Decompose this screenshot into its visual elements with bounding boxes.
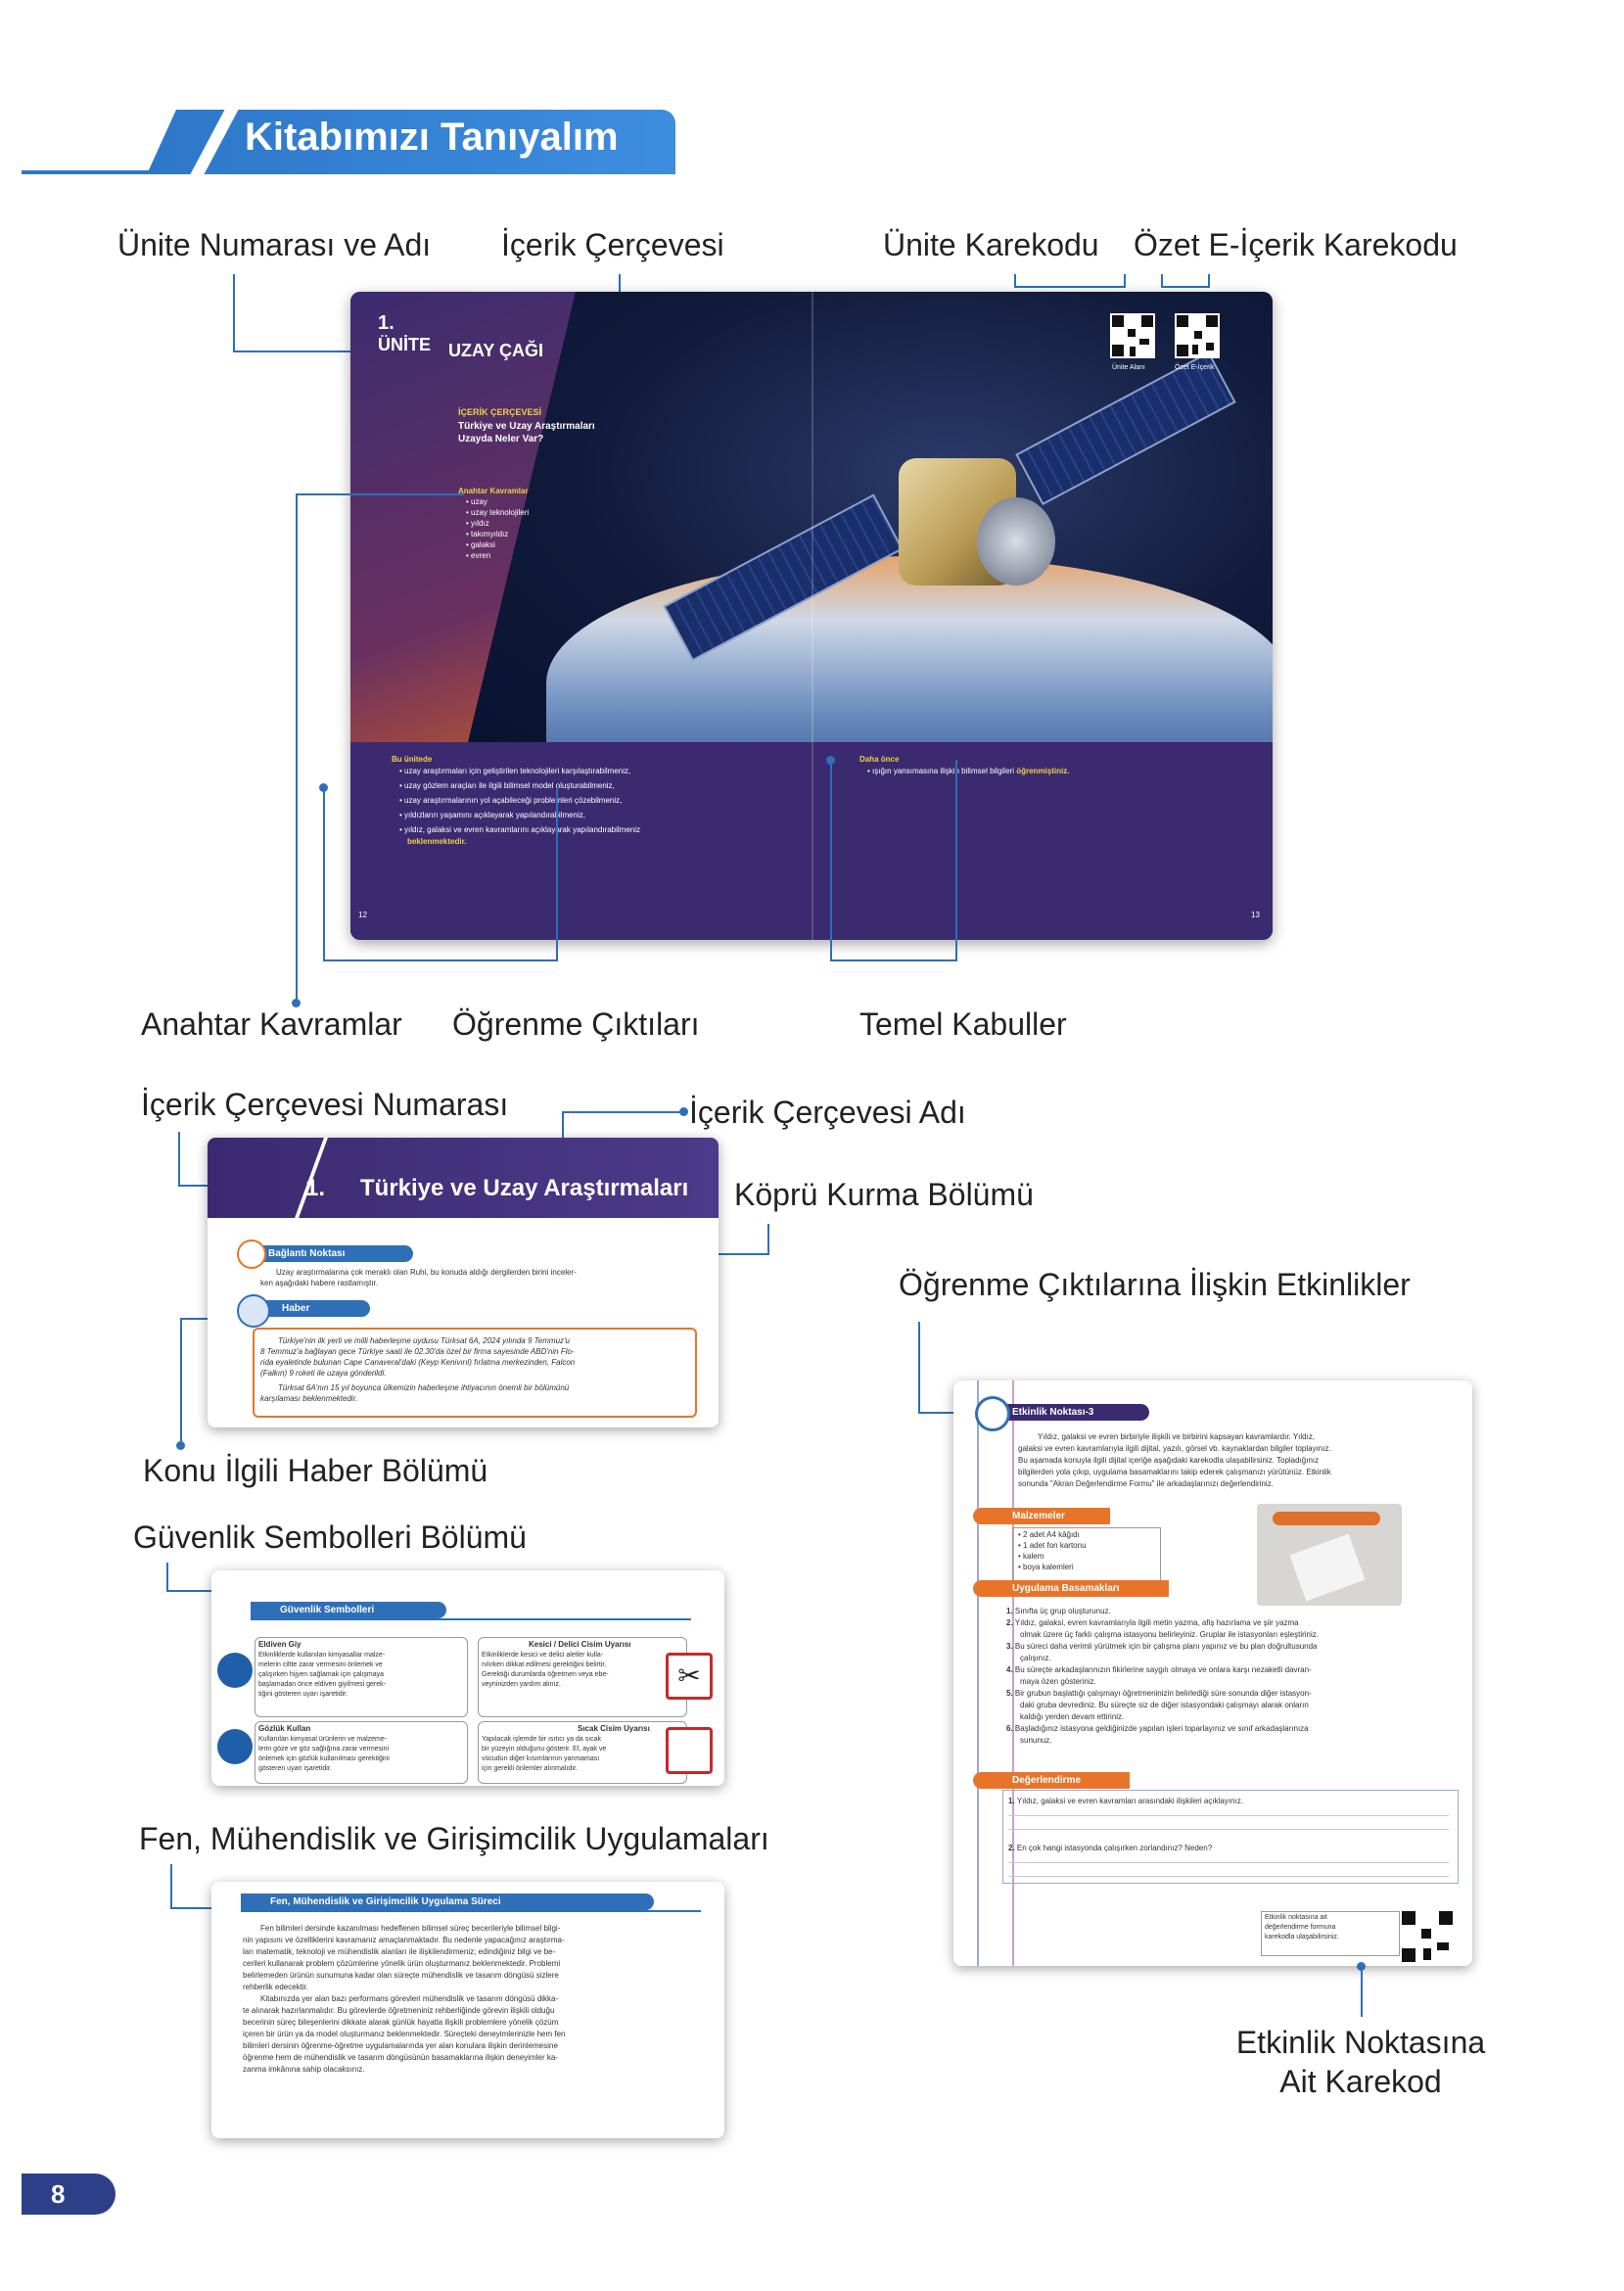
outcome-item: • uzay araştırmaları için geliştirilen teknolojileri karşılaştırabilmeniz, bbox=[399, 767, 631, 775]
question-1: 1. Yıldız, galaksi ve evren kavramları arasındaki ilişkileri açıklayınız. bbox=[1008, 1797, 1243, 1805]
anahtar-item: • uzay teknolojileri bbox=[466, 508, 530, 517]
anahtar-item: • evren bbox=[466, 551, 491, 560]
label-ogrenme-ciktilari: Öğrenme Çıktıları bbox=[452, 1006, 700, 1042]
daha-once-item: • ışığın yansımasına ilişkin bilimsel bilgileri öğrenmiştiniz. bbox=[867, 767, 1070, 775]
guvenlik-text: Yapılacak işlemde bir ısıtıcı ya da sıcak bir yüzeyin olduğunu gösterir. El, ayak ve vücudun diğer kısımlarının yanmaması için gerekli önlemler alınmalıdır. bbox=[482, 1736, 607, 1772]
guvenlik-text: Kullanılan kimyasal ürünlerin ve malzeme- lerin göze ve göz sağlığına zarar vermesini önlemek için gözlük kullanılması gerektiğini gösteren uyarı işaretidir. bbox=[258, 1736, 390, 1772]
label-ozet-karekodu: Özet E-İçerik Karekodu bbox=[1134, 227, 1458, 262]
solar-panel-right bbox=[1015, 351, 1235, 505]
connector-temel bbox=[830, 760, 957, 961]
label-unite-numarasi: Ünite Numarası ve Adı bbox=[117, 227, 432, 262]
etkinlik-title: Etkinlik Noktası-3 bbox=[983, 1404, 1149, 1421]
outcome-item: • uzay gözlem araçları ile ilgili bilimsel model oluşturabilmeniz, bbox=[399, 781, 615, 790]
fen-title: Fen, Mühendislik ve Girişimcilik Uygulama Süreci bbox=[241, 1894, 654, 1910]
icerik-number: 1. bbox=[305, 1175, 326, 1201]
unite-number: 1. bbox=[378, 312, 394, 334]
label-fen: Fen, Mühendislik ve Girişimcilik Uygulamaları bbox=[139, 1821, 769, 1856]
connector-ogrenme bbox=[323, 787, 558, 961]
daha-once: Daha önce bbox=[859, 755, 900, 764]
guvenlik-text: Etkinliklerde kullanılan kimyasallar malze- melerin ciltte zarar vermesini önlemek ve çalışırken hijyen sağlamak için çalışmaya başlamadan önce eldiven giyilmesi gerek- tiğini gösteren uyarı işaretidir. bbox=[258, 1652, 386, 1698]
margin-line bbox=[977, 1380, 979, 1966]
goggles-icon bbox=[217, 1729, 253, 1764]
steps-list: 1. Sınıfta üç grup oluşturunuz. 2. Yıldız, galaksi, evren kavramlarıyla ilgili metin yazma, afiş hazırlama ve şiir yazma olmak üzere üç farklı çalışma istasyonu belirleyiniz. Gruplar ile istasyonları eşleştiriniz. 3. Bu süreci daha verimli yürütmek için bir çalışma planı yapınız ve bu plan doğrultusunda çalışınız. 4. Bu süreçte arkadaşlarınızın fikirlerine saygılı olmaya ve onlara karşı nezaketli davran- maya özen gösteriniz. 5. Bir grubun başlattığı çalışmayı öğretmeninizin belirlediği süre sonunda diğer istasyon- daki gruba devrediniz. Bu süreçte siz de diğer istasyondaki çalışmayı alarak onların kaldığı yerden devam ettiriniz. 6. Başladığınız istasyona geldiğinizde yapılan işleri toparlayınız ve sınıf arkadaşlarınıza sununuz. bbox=[1006, 1607, 1319, 1745]
etkinlik-intro: Yıldız, galaksi ve evren birbiriyle ilişkili ve birbirini kapsayan kavramlardır. Yıldız, galaksi ve evren kavramlarıyla ilgili dijital, yazılı, görsel vb. kaynaklardan bilgiler toplayınız. Bu aşamada konuyla ilgili dijital içeriğe aşağıdaki karekodla ulaşabilirsiniz. Topladığınız bilgilerden yola çıkıp, uygulama basamaklarını takip ederek çalışmanızı yürütünüz. Etkinlik sonunda "Akran Değerlendirme Formu" ile arkadaşlarınızı değerlendiriniz. bbox=[1018, 1432, 1331, 1488]
connector-ozet-qr bbox=[1161, 274, 1210, 288]
outcome-item: • uzay araştırmalarının yol açabileceği problemleri çözebilmeniz, bbox=[399, 796, 623, 805]
outcome-end: beklenmektedir. bbox=[407, 837, 467, 846]
label-anahtar-kavramlar: Anahtar Kavramlar bbox=[141, 1006, 402, 1042]
outcome-item: • yıldız, galaksi ve evren kavramlarını açıklayarak yapılandırabilmeniz bbox=[399, 825, 641, 834]
connector-guvenlik bbox=[166, 1563, 217, 1592]
degerlendirme-pill: Değerlendirme bbox=[973, 1772, 1130, 1789]
ozet-qr-icon[interactable] bbox=[1175, 313, 1220, 358]
label-etkinlik-karekod: Etkinlik Noktasına Ait Karekod bbox=[1235, 2025, 1486, 2099]
qr-text: Etkinlik noktasına ait değerlendirme formuna karekodla ulaşabilirsiniz. bbox=[1265, 1914, 1339, 1940]
label-haber-bolumu: Konu İlgili Haber Bölümü bbox=[143, 1453, 488, 1488]
connector-dot bbox=[826, 756, 835, 765]
materials-list: • 2 adet A4 kâğıdı • 1 adet fon kartonu • kalem • boya kalemleri bbox=[1018, 1530, 1087, 1571]
fen-text: Fen bilimleri dersinde kazanılması hedeflenen bilimsel süreç becerileriyle bilimsel bilgi- nin yapısını ve özelliklerini kavramanız amaçlanmaktadır. Bu nedenle yapacağınız araştırma- ları matematik, teknoloji ve mühendislik alanları ile ilişkilendirmeniz; edindiğiniz bilgi ve be- cerileri kullanarak problem çözümlerine yönelik ürün oluşturmanız beklenmektedir. Problemi belirlemeden ürünün sunumuna kadar olan süreçte mühendislik ve tasarım döngüsü sizlere rehberlik edecektir. Kitabınızda yer alan bazı performans görevleri mühendislik ve tasarım döngüsü dikka- te alınarak hazırlanmalıdır. Bu görevlerde öğretmeniniz rehberliğinde görevin ilişkili olduğu becerinin süreç bileşenlerini dikkate alarak günlük hayatla ilişkili problemlere yönelik çözüm içeren bir ürün ya da model oluşturmanız beklenmektedir. Süreçteki deneyimlerinizle hem fen bilimleri dersinin öğrenme-öğretme uygulamalarında yer alan konulara ilişkin derinlemesine öğrenme hem de mühendislik ve tasarım döngüsünün basamaklarına ilişkin deneyimler ka- zanma imkânına sahip olacaksınız. bbox=[243, 1924, 566, 2074]
icerik-item-1: Türkiye ve Uzay Araştırmaları bbox=[458, 421, 595, 432]
etkinlik-card bbox=[953, 1380, 1472, 1966]
fen-card bbox=[211, 1882, 724, 2138]
gloves-icon bbox=[217, 1653, 253, 1688]
photo-tube bbox=[1273, 1512, 1380, 1525]
page-number: 8 bbox=[22, 2174, 116, 2215]
question-2: 2. En çok hangi istasyonda çalışırken zorlandınız? Neden? bbox=[1008, 1844, 1213, 1852]
fen-underline bbox=[241, 1910, 701, 1912]
label-icerik-cercevesi: İçerik Çerçevesi bbox=[501, 227, 724, 262]
malzemeler-pill: Malzemeler bbox=[973, 1508, 1110, 1524]
unite-word: ÜNİTE bbox=[378, 335, 431, 354]
connector-unite-qr bbox=[1014, 274, 1126, 288]
haber-text: Türksat 6A'nın 15 yıl boyunca ülkemizin haberleşme ihtiyacının önemli bir bölümünü bbox=[278, 1383, 570, 1392]
icerik-head: İÇERİK ÇERÇEVESİ bbox=[458, 407, 542, 417]
guvenlik-head: Eldiven Giy bbox=[258, 1640, 302, 1649]
haber-text: 8 Temmuz'a bağlayan gece Türkiye saati ile 02.30'da özel bir firma sayesinde ABD'nin Flo- bbox=[260, 1347, 575, 1356]
guvenlik-head: Gözlük Kullan bbox=[258, 1724, 311, 1733]
answer-line bbox=[1008, 1862, 1449, 1863]
unite-title: UZAY ÇAĞI bbox=[448, 341, 544, 360]
haber-text: karşılaması beklenmektedir. bbox=[260, 1394, 358, 1403]
page-left: 12 bbox=[358, 911, 367, 919]
haber-text: rida eyaletinde bulunan Cape Canaveral'daki (Keyp Kenivırıl) fırlatma merkezinden, Falcon bbox=[260, 1358, 576, 1367]
guvenlik-head: Sıcak Cisim Uyarısı bbox=[578, 1724, 650, 1733]
bu-unitede: Bu ünitede bbox=[392, 755, 433, 764]
icerik-title: Türkiye ve Uzay Araştırmaları bbox=[360, 1175, 689, 1201]
photo-paper bbox=[1289, 1534, 1365, 1602]
computer-icon bbox=[237, 1294, 270, 1328]
guvenlik-underline bbox=[251, 1618, 691, 1620]
connector-etkinlik-qr bbox=[1361, 1966, 1365, 2017]
haber-text: (Falkın) 9 roketi ile uzaya gönderildi. bbox=[260, 1369, 387, 1378]
page-right: 13 bbox=[1251, 911, 1260, 919]
icerik-item-2: Uzayda Neler Var? bbox=[458, 434, 544, 444]
guvenlik-title: Güvenlik Sembolleri bbox=[251, 1602, 446, 1618]
anahtar-item: • takımyıldız bbox=[466, 530, 509, 538]
spacecraft-module bbox=[977, 497, 1055, 585]
qr1-label: Ünite Alanı bbox=[1112, 364, 1145, 371]
guvenlik-card bbox=[211, 1570, 724, 1786]
label-guvenlik: Güvenlik Sembolleri Bölümü bbox=[133, 1520, 527, 1555]
spread-fold bbox=[812, 292, 813, 940]
label-unite-karekodu: Ünite Karekodu bbox=[883, 227, 1099, 262]
haber-pill: Haber bbox=[253, 1300, 370, 1317]
anahtar-item: • uzay bbox=[466, 497, 487, 506]
guvenlik-head: Kesici / Delici Cisim Uyarısı bbox=[529, 1640, 631, 1649]
label-etkinlikler: Öğrenme Çıktılarına İlişkin Etkinlikler bbox=[899, 1267, 1411, 1302]
anahtar-item: • galaksi bbox=[466, 540, 495, 549]
answer-line bbox=[1008, 1829, 1449, 1830]
scissors-icon: ✂ bbox=[666, 1653, 713, 1700]
guvenlik-text: Etkinliklerde kesici ve delici aletler kulla- nılırken dikkat edilmesi gerektiğini belirtir. Gerektiği durumlarda öğretmen veya ebe- veyninizden yardım alınız. bbox=[482, 1652, 609, 1688]
baglanti-pill: Bağlantı Noktası bbox=[239, 1245, 413, 1262]
link-icon bbox=[237, 1239, 266, 1269]
anahtar-head: Anahtar Kavramlar bbox=[458, 487, 529, 495]
spacecraft-photo bbox=[468, 292, 1273, 742]
label-icerik-no: İçerik Çerçevesi Numarası bbox=[141, 1087, 509, 1122]
outcome-item: • yıldızların yaşamını açıklayarak yapılandırabilmeniz, bbox=[399, 811, 585, 819]
hot-surface-icon bbox=[666, 1727, 713, 1774]
haber-text: Türkiye'nin ilk yerli ve milli haberleşme uydusu Türksat 6A, 2024 yılında 9 Temmuz'u bbox=[278, 1336, 570, 1345]
icerik-card bbox=[208, 1138, 719, 1427]
etkinlik-qr-icon[interactable] bbox=[1400, 1909, 1455, 1964]
anahtar-item: • yıldız bbox=[466, 519, 489, 528]
connector-fen bbox=[170, 1864, 217, 1909]
baglanti-text-1: Uzay araştırmalarına çok meraklı olan Ruhi, bu konuda aldığı dergilerden birini inceler- bbox=[276, 1268, 577, 1277]
connector-dot bbox=[176, 1441, 185, 1450]
uygulama-pill: Uygulama Basamakları bbox=[973, 1580, 1169, 1597]
qr2-label: Özet E-İçerik bbox=[1175, 364, 1215, 371]
unite-qr-icon[interactable] bbox=[1110, 313, 1155, 358]
connector-dot bbox=[319, 783, 328, 792]
label-kopru: Köprü Kurma Bölümü bbox=[734, 1177, 1034, 1212]
page-title: Kitabımızı Tanıyalım bbox=[245, 116, 619, 159]
materials-photo bbox=[1257, 1504, 1402, 1606]
head-icon bbox=[975, 1396, 1010, 1431]
baglanti-text-2: ken aşağıdaki habere rastlamıştır. bbox=[260, 1279, 379, 1287]
answer-line bbox=[1008, 1876, 1449, 1877]
answer-line bbox=[1008, 1815, 1449, 1816]
label-icerik-adi: İçerik Çerçevesi Adı bbox=[689, 1095, 966, 1130]
label-temel-kabuller: Temel Kabuller bbox=[859, 1006, 1067, 1042]
